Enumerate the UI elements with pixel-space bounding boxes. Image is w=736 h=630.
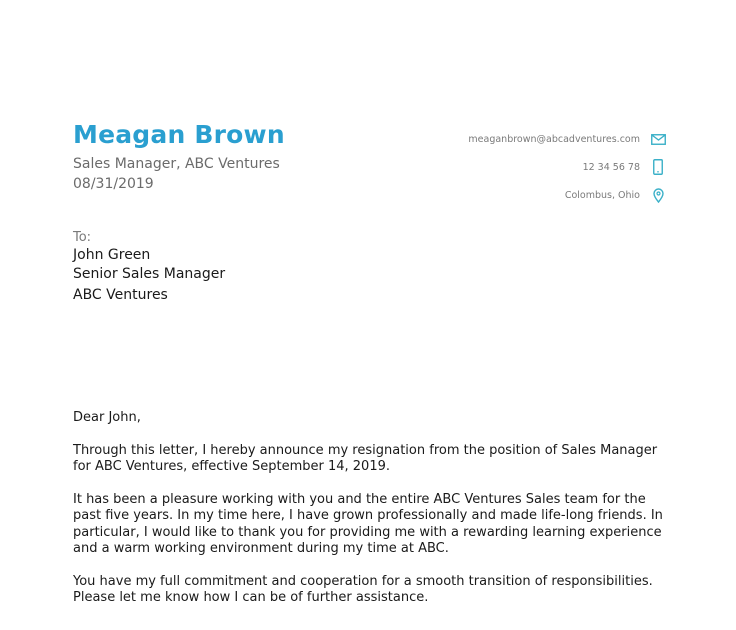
contact-email-row <box>406 125 666 153</box>
paragraph-gratitude: It has been a pleasure working with you and the entire ABC Ventures Sales team for the past five years. In my time here, I have grown professionally and made life-long friends. In particular, I would like to thank you for providing me with a rewarding learning experience and a warm working environment during my time at ABC. <box>73 491 663 556</box>
sender-name: Meagan Brown <box>73 120 285 149</box>
recipient-title: Senior Sales Manager <box>73 266 226 282</box>
recipient-block <box>73 229 225 305</box>
to-label: To: <box>73 230 92 245</box>
phone-icon <box>650 159 666 175</box>
contact-location-row <box>406 181 666 209</box>
mail-icon <box>650 131 666 147</box>
letter-body <box>73 410 673 623</box>
contact-phone: 12 34 56 78 <box>582 161 640 173</box>
salutation: Dear John, <box>73 410 141 425</box>
contact-phone-row <box>406 153 666 181</box>
paragraph-resignation: Through this letter, I hereby announce my resignation from the position of Sales Manager for ABC Ventures, effective September 14, 2019. <box>73 442 658 474</box>
contact-email[interactable]: meaganbrown@abcadventures.com <box>468 133 640 145</box>
paragraph-transition: You have my full commitment and cooperation for a smooth transition of responsibilities. Please let me know how I can be of further assistance. <box>73 573 653 605</box>
location-pin-icon <box>650 187 666 203</box>
sender-title: Sales Manager, ABC Ventures <box>73 156 280 172</box>
contact-info <box>406 125 666 209</box>
recipient-name: John Green <box>73 247 151 263</box>
sender-header <box>73 119 285 194</box>
contact-location: Colombus, Ohio <box>564 189 640 201</box>
recipient-company: ABC Ventures <box>73 287 168 303</box>
letter-date: 08/31/2019 <box>73 176 154 192</box>
